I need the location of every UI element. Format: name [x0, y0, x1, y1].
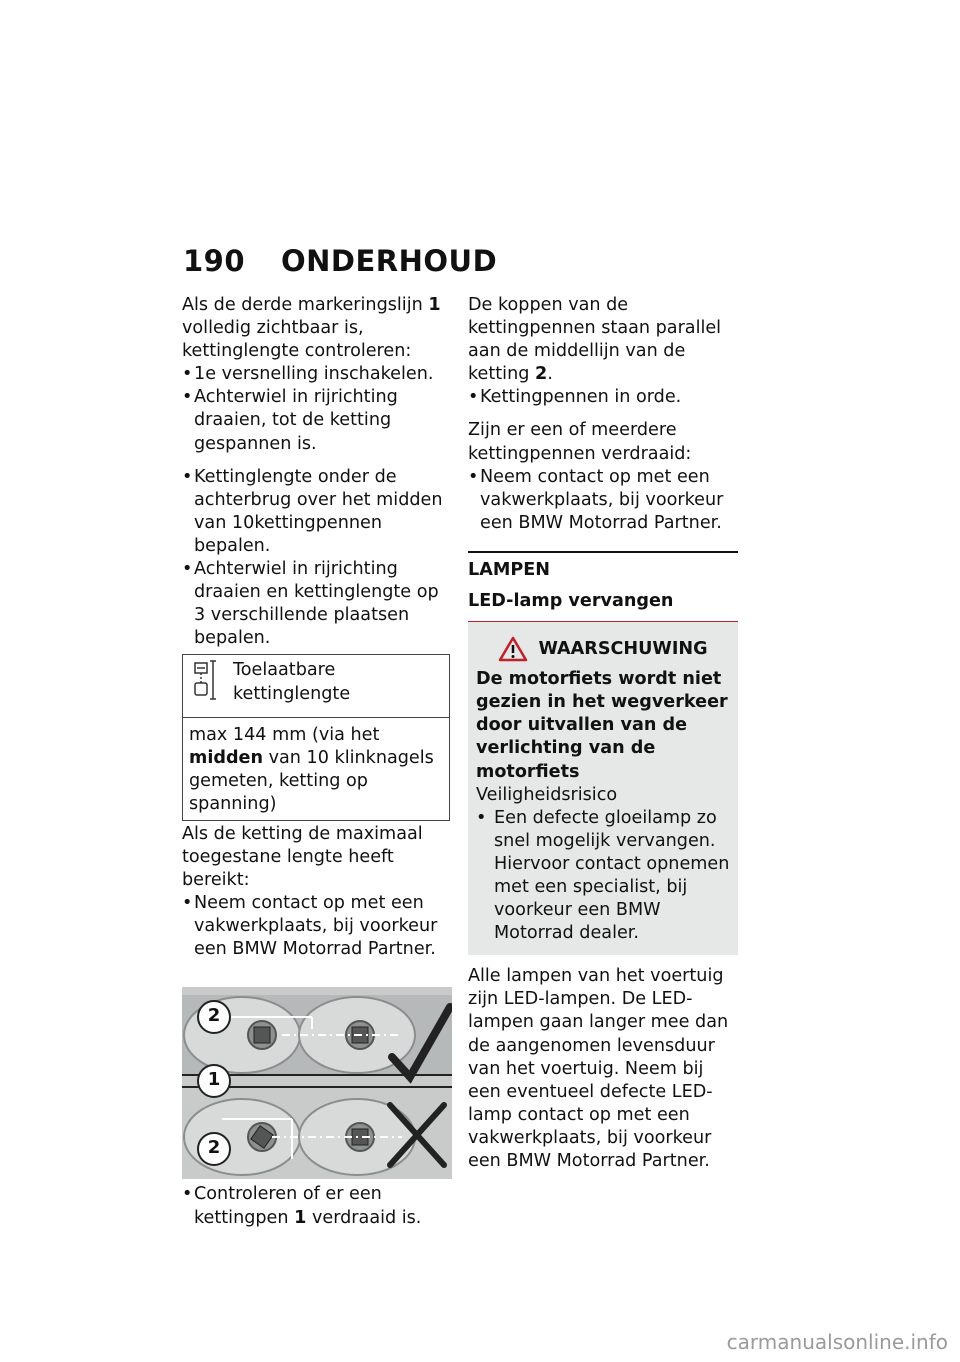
callout-2-top: 2 [207, 1005, 221, 1027]
page-title: ONDERHOUD [281, 244, 498, 278]
chain-photo [182, 987, 452, 1179]
callout-1: 1 [207, 1069, 221, 1091]
spec-value: max 144 mm (via het midden van 10 klinknagels gemeten, ketting op spanning) [189, 724, 434, 814]
list-item: • 1e versnelling inschakelen. [182, 363, 452, 386]
parallel-paragraph: De koppen van de kettingpennen staan parallel aan de middellijn van de ketting 2. [468, 295, 722, 385]
list-item: • Neem contact op met een vakwerkplaats, bij voorkeur een BMW Motorrad Partner. [468, 466, 738, 535]
intro-paragraph: Als de derde markeringslijn 1 volledig zichtbaar is, kettinglengte controleren: [182, 295, 441, 362]
warning-box [468, 622, 738, 955]
list-item: • Kettinglengte onder de achterbrug over het midden van 10kettingpennen bepalen. [182, 466, 452, 558]
max-length-text: Als de ketting de maximaal toegestane lengte heeft bereikt: [182, 823, 423, 891]
page-header [183, 244, 497, 278]
left-column [182, 294, 452, 1230]
warning-title: WAARSCHUWING [538, 638, 708, 659]
list-item: • Neem contact op met een vakwerkplaats, bij voorkeur een BMW Motorrad Partner. [182, 892, 452, 961]
steps-list-1 [182, 363, 452, 455]
subsection-heading: LED-lamp vervangen [468, 591, 674, 612]
contact-list [182, 892, 452, 961]
contact-list-right [468, 466, 738, 535]
list-item: • Kettingpennen in orde. [468, 386, 738, 409]
warning-icon [498, 636, 528, 662]
section-divider [468, 551, 738, 553]
chain-gauge-icon [189, 659, 233, 708]
warning-risk: Veiligheidsrisico [476, 784, 618, 805]
steps-list-2 [182, 466, 452, 651]
callout-2-bottom: 2 [207, 1137, 221, 1159]
warning-list [476, 807, 730, 946]
spec-label: Toelaatbare kettinglengte [233, 660, 351, 704]
page-number: 190 [183, 244, 246, 278]
watermark: carmanualsonline.info [726, 1330, 948, 1354]
ok-list [468, 386, 738, 409]
list-item: • Achterwiel in rijrichting draaien en kettinglengte op 3 verschillende plaatsen bepalen. [182, 558, 452, 650]
marker-1: 1 [428, 295, 441, 315]
spec-table [182, 654, 450, 820]
closing-paragraph: Alle lampen van het voertuig zijn LED-lampen. De LED-lampen gaan langer mee dan de aangenomen levensduur van het voertuig. Neem bij een eventueel defecte LED-lamp contact op met een vakwerkplaats, bij voorkeur een BMW Motorrad Partner. [468, 966, 729, 1171]
right-column [468, 294, 738, 1173]
section-heading: LAMPEN [468, 559, 550, 580]
warning-statement: De motorfiets wordt niet gezien in het wegverkeer door uitvallen van de verlichting van de motorfiets [476, 669, 728, 782]
list-item: • Controleren of er een kettingpen 1 verdraaid is. [182, 1183, 452, 1229]
list-item: • Achterwiel in rijrichting draaien, tot de ketting gespannen is. [182, 386, 452, 455]
list-item: • Een defecte gloeilamp zo snel mogelijk vervangen. Hiervoor contact opnemen met een specialist, bij voorkeur een BMW Motorrad dealer. [476, 807, 730, 946]
twisted-paragraph: Zijn er een of meerdere kettingpennen verdraaid: [468, 420, 692, 464]
check-list [182, 1183, 452, 1229]
